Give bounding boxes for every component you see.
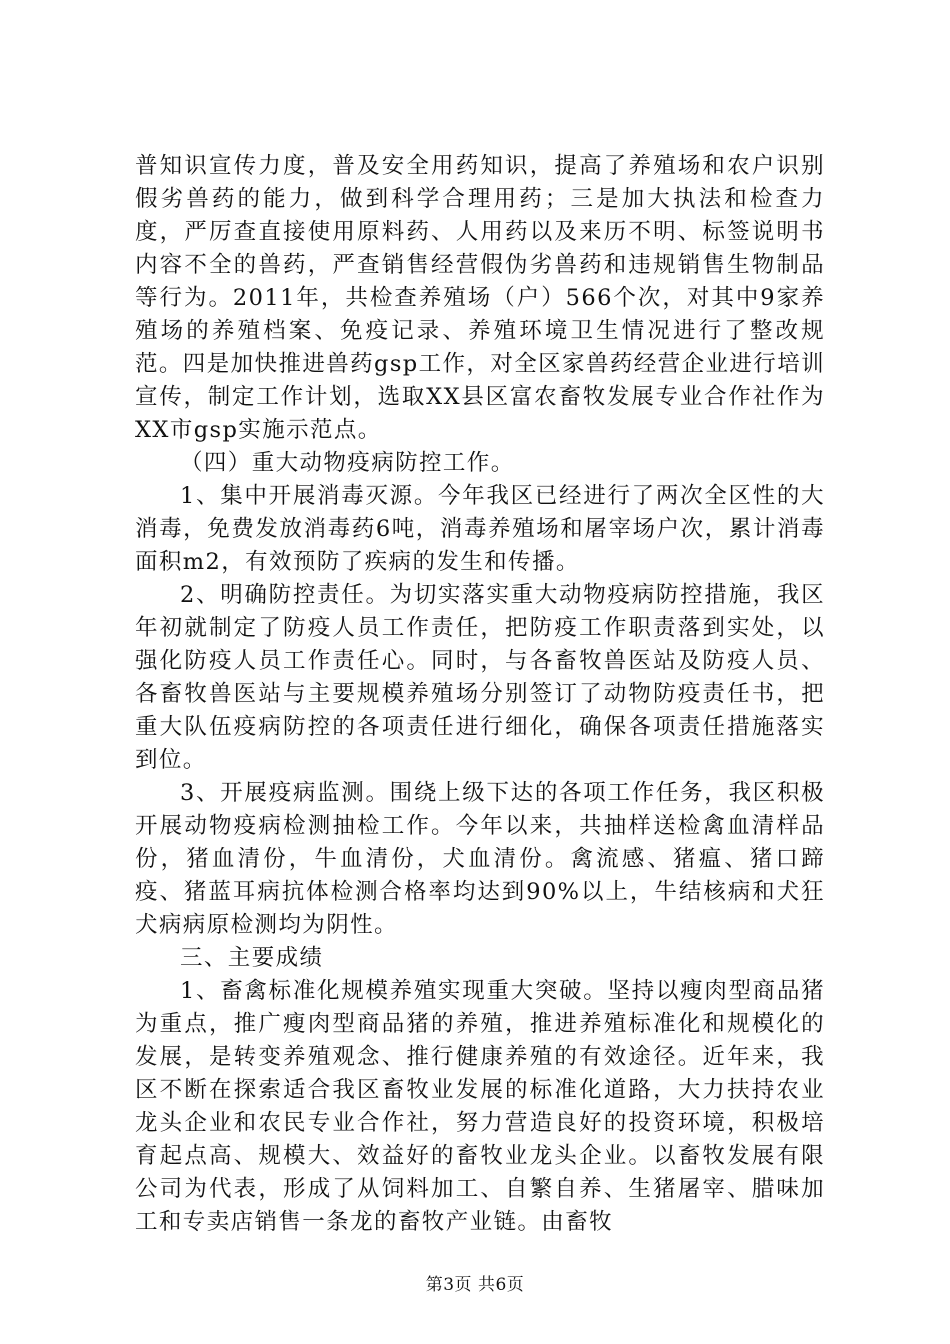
page-footer: 第3页 共6页: [425, 1275, 525, 1295]
paragraph: 3、开展疫病监测。围绕上级下达的各项工作任务，我区积极开展动物疫病检测抽检工作。今年以来，共抽样送检禽血清样品份，猪血清份，牛血清份，犬血清份。禽流感、猪瘟、猪口蹄疫、猪蓝耳病抗体检测合格率均达到90%以上，牛结核病和犬狂犬病病原检测均为阴性。: [135, 780, 825, 938]
section-heading: （四）重大动物疫病防控工作。: [180, 450, 515, 476]
paragraph: 普知识宣传力度，普及安全用药知识，提高了养殖场和农户识别假劣兽药的能力，做到科学合理用药；三是加大执法和检查力度，严厉查直接使用原料药、人用药以及来历不明、标签说明书内容不全的兽药，严查销售经营假伪劣兽药和违规销售生物制品等行为。2011年，共检查养殖场（户）566个次，对其中9家养殖场的养殖档案、免疫记录、养殖环境卫生情况进行了整改规范。四是加快推进兽药gsp工作，对全区家兽药经营企业进行培训宣传，制定工作计划，选取XX县区富农畜牧发展专业合作社作为XX市gsp实施示范点。: [135, 153, 825, 443]
document-body: [135, 150, 825, 1239]
paragraph: 1、畜禽标准化规模养殖实现重大突破。坚持以瘦肉型商品猪为重点，推广瘦肉型商品猪的养殖，推进养殖标准化和规模化的发展，是转变养殖观念、推行健康养殖的有效途径。近年来，我区不断在探索适合我区畜牧业发展的标准化道路，大力扶持农业龙头企业和农民专业合作社，努力营造良好的投资环境，积极培育起点高、规模大、效益好的畜牧业龙头企业。以畜牧发展有限公司为代表，形成了从饲料加工、自繁自养、生猪屠宰、腊味加工和专卖店销售一条龙的畜牧产业链。由畜牧: [135, 978, 825, 1235]
paragraph: 2、明确防控责任。为切实落实重大动物疫病防控措施，我区年初就制定了防疫人员工作责任，把防疫工作职责落到实处，以强化防疫人员工作责任心。同时，与各畜牧兽医站及防疫人员、各畜牧兽医站与主要规模养殖场分别签订了动物防疫责任书，把重大队伍疫病防控的各项责任进行细化，确保各项责任措施落实到位。: [135, 582, 825, 773]
section-heading: 三、主要成绩: [180, 945, 324, 971]
paragraph: 1、集中开展消毒灭源。今年我区已经进行了两次全区性的大消毒，免费发放消毒药6吨，消毒养殖场和屠宰场户次，累计消毒面积m2，有效预防了疾病的发生和传播。: [135, 483, 825, 575]
